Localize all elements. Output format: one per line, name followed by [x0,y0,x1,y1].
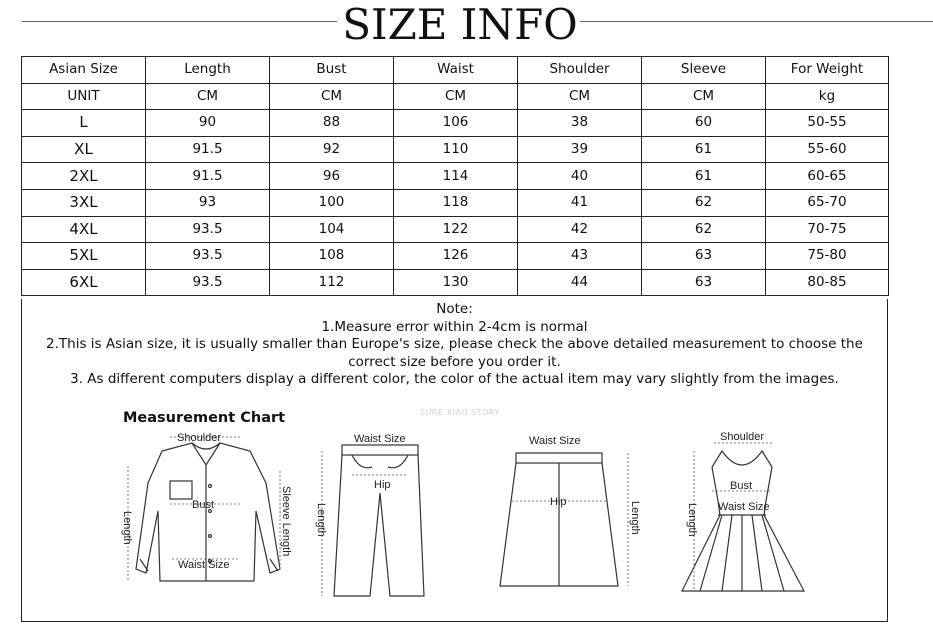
title-bar [0,0,933,50]
table-cell: 40 [518,163,642,190]
measurement-chart-title: Measurement Chart [123,410,286,426]
table-cell: 50-55 [766,110,889,137]
pants-figure [312,431,432,606]
shirt-sleeve-label: Sleeve Length [280,486,292,557]
skirt-hip-label: Hip [550,496,567,508]
size-table-body [22,57,889,296]
table-cell: 41 [518,189,642,216]
table-cell: 96 [270,163,394,190]
note-line-3: 3. As different computers display a different color, the color of the actual item may vary slightly from the images. [70,371,839,387]
shirt-waist-label: Waist Size [178,559,230,571]
table-cell: Asian Size [22,57,146,84]
note-line-1: 1.Measure error within 2-4cm is normal [321,318,588,335]
table-cell: 38 [518,110,642,137]
table-cell: 39 [518,136,642,163]
table-cell: 93.5 [146,243,270,270]
table-cell: kg [766,83,889,110]
table-cell: 43 [518,243,642,270]
table-cell: 5XL [22,243,146,270]
dress-shoulder-label: Shoulder [720,431,765,443]
table-cell: Sleeve [642,57,766,84]
dress-bust-label: Bust [730,480,753,492]
table-row [22,243,889,270]
shirt-shoulder-label: Shoulder [177,432,222,444]
table-cell: XL [22,136,146,163]
table-cell: 2XL [22,163,146,190]
table-cell: For Weight [766,57,889,84]
table-cell: 75-80 [766,243,889,270]
table-cell: 65-70 [766,189,889,216]
table-cell: 126 [394,243,518,270]
table-cell: UNIT [22,83,146,110]
skirt-waist-label: Waist Size [529,435,581,447]
table-cell: Shoulder [518,57,642,84]
note-box [21,299,888,622]
size-table [21,56,889,296]
note-line-2: 2.This is Asian size, it is usually smaller than Europe's size, please check the above detailed measurement to choose the correct size before you order it. [46,336,863,370]
table-row [22,269,889,296]
table-cell: 63 [642,243,766,270]
table-cell: 61 [642,163,766,190]
dress-figure [674,431,824,611]
table-cell: 62 [642,189,766,216]
table-row [22,216,889,243]
shirt-bust-label: Bust [192,499,215,511]
table-row [22,110,889,137]
pants-icon [312,431,432,606]
table-cell: CM [642,83,766,110]
table-cell: 4XL [22,216,146,243]
table-cell: 118 [394,189,518,216]
title-rule-right [580,21,933,22]
shirt-icon [120,431,300,601]
table-cell: 93.5 [146,269,270,296]
table-cell: 60 [642,110,766,137]
skirt-icon [496,431,646,606]
table-cell: 62 [642,216,766,243]
table-cell: CM [518,83,642,110]
table-cell: Length [146,57,270,84]
skirt-length-label: Length [629,501,641,535]
table-row [22,163,889,190]
table-cell: CM [394,83,518,110]
table-cell: 42 [518,216,642,243]
table-cell: 70-75 [766,216,889,243]
table-cell: 106 [394,110,518,137]
table-cell: 93.5 [146,216,270,243]
table-cell: 61 [642,136,766,163]
dress-icon [674,431,824,611]
table-cell: Bust [270,57,394,84]
table-cell: 88 [270,110,394,137]
table-cell: 112 [270,269,394,296]
table-cell: 130 [394,269,518,296]
table-cell: 60-65 [766,163,889,190]
table-cell: 44 [518,269,642,296]
title-rule-left [22,21,337,22]
notes [22,301,887,389]
table-row [22,189,889,216]
table-cell: 91.5 [146,136,270,163]
skirt-figure [496,431,646,606]
table-cell: 108 [270,243,394,270]
table-cell: 114 [394,163,518,190]
table-cell: 100 [270,189,394,216]
shirt-length-label: Length [121,511,133,545]
table-cell: 90 [146,110,270,137]
shirt-figure [120,431,300,601]
table-cell: 3XL [22,189,146,216]
table-header-row [22,57,889,84]
table-cell: CM [270,83,394,110]
table-cell: 6XL [22,269,146,296]
table-unit-row [22,83,889,110]
pants-waist-label: Waist Size [354,433,406,445]
pants-length-label: Length [315,503,327,537]
dress-length-label: Length [686,503,698,537]
table-cell: 63 [642,269,766,296]
table-cell: 55-60 [766,136,889,163]
table-cell: 122 [394,216,518,243]
note-heading: Note: [436,301,473,317]
table-cell: 110 [394,136,518,163]
table-cell: 93 [146,189,270,216]
table-cell: 80-85 [766,269,889,296]
table-cell: 91.5 [146,163,270,190]
dress-waist-label: Waist Size [718,501,770,513]
table-row [22,136,889,163]
page-title: SIZE INFO [342,0,578,49]
table-cell: L [22,110,146,137]
table-cell: 104 [270,216,394,243]
watermark: SURE XIAO STORY [420,408,500,417]
table-cell: 92 [270,136,394,163]
table-cell: Waist [394,57,518,84]
table-cell: CM [146,83,270,110]
pants-hip-label: Hip [374,479,391,491]
